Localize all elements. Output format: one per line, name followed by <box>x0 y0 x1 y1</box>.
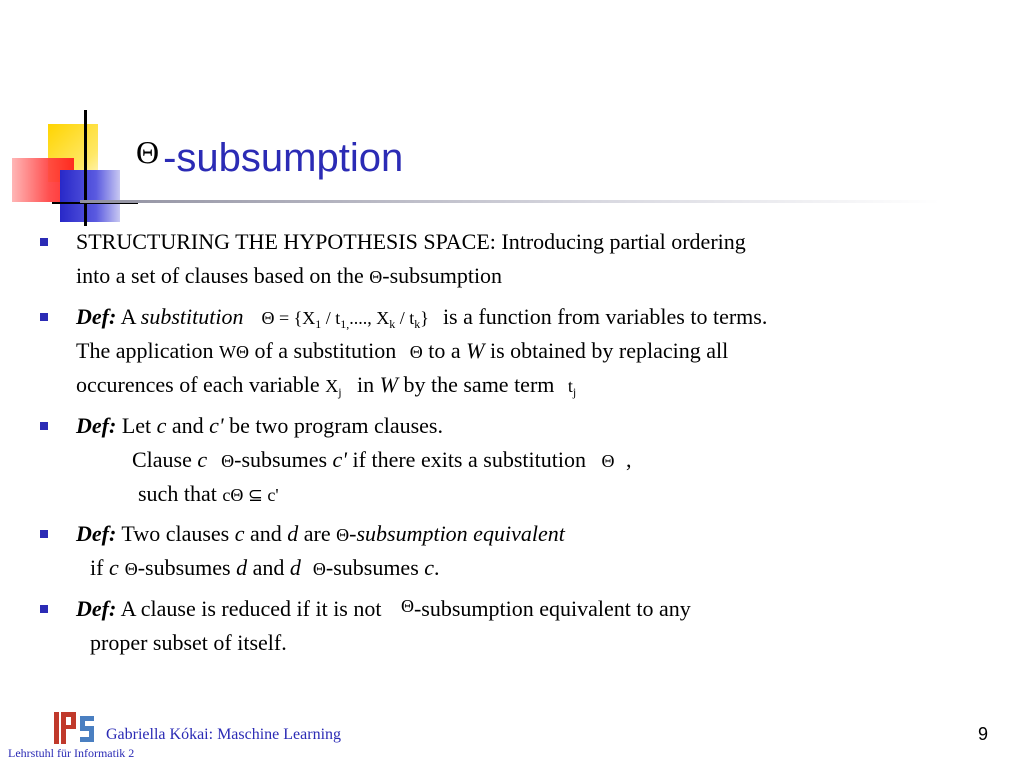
subset-formula: cΘ ⊆ c' <box>222 485 279 505</box>
var-c: c <box>197 447 208 472</box>
formula-part: ...., X <box>349 308 390 328</box>
substitution-formula <box>261 308 429 331</box>
term-substitution: substitution <box>140 304 244 329</box>
var-c-prime: c' <box>209 413 224 438</box>
text: be two program clauses. <box>223 413 443 438</box>
bullet-1-line-2 <box>76 263 502 290</box>
bullet-marker <box>40 605 48 613</box>
theta-symbol: Θ <box>400 596 414 616</box>
var-c: c <box>108 555 119 580</box>
page-number: 9 <box>978 724 989 744</box>
theta-symbol: Θ <box>221 451 235 471</box>
theta-symbol: Θ <box>369 267 383 287</box>
subscript: 1 <box>315 317 322 331</box>
var-x: X <box>325 376 339 396</box>
text: if <box>90 555 109 580</box>
text: . <box>434 555 440 580</box>
bullet-marker <box>40 313 48 321</box>
var-c: c <box>156 413 167 438</box>
text: -subsumption <box>382 263 503 288</box>
theta-symbol: Θ <box>336 525 350 545</box>
bullet-2-line-1 <box>76 304 767 333</box>
text: A clause is reduced if it is not <box>116 596 387 621</box>
var-t: t <box>567 376 573 396</box>
decor-blue-square <box>60 170 120 222</box>
bullet-2-line-2 <box>76 338 728 365</box>
var-c: c <box>234 521 245 546</box>
title-underline <box>80 200 940 203</box>
footer-chair: Lehrstuhl für Informatik 2 <box>8 746 135 760</box>
def-label: Def: <box>76 521 117 546</box>
text: A <box>116 304 141 329</box>
text: Clause <box>132 447 198 472</box>
term-subsumption-equivalent: -subsumption equivalent <box>349 521 565 546</box>
text: is obtained by replacing all <box>484 338 729 363</box>
bullet-5-line-1 <box>76 596 691 623</box>
text: , <box>620 447 632 472</box>
text: proper subset of itself. <box>90 630 287 655</box>
theta-symbol: Θ <box>601 451 615 471</box>
slide-title <box>136 136 403 192</box>
text: to a <box>422 338 467 363</box>
formula-part: Θ = {X <box>261 308 316 328</box>
theta-symbol: Θ <box>409 342 423 362</box>
text: such that <box>138 481 223 506</box>
bullet-4-line-2 <box>90 555 440 582</box>
title-theta: Θ <box>136 134 160 170</box>
theta-symbol: Θ <box>124 559 138 579</box>
footer-author: Gabriella Kókai: Maschine Learning <box>106 726 342 743</box>
def-label: Def: <box>76 304 117 329</box>
text: -subsumption equivalent to any <box>413 596 691 621</box>
text: -subsumes <box>234 447 333 472</box>
subscript: k <box>389 317 396 331</box>
text: and <box>247 555 290 580</box>
formula-part: / t <box>321 308 341 328</box>
text: of a substitution <box>248 338 402 363</box>
var-w: W <box>379 372 398 397</box>
text: Let <box>116 413 157 438</box>
chair-logo <box>54 712 96 744</box>
w-theta-symbol: WΘ <box>218 342 249 362</box>
bullet-1-line-1 <box>76 229 746 255</box>
def-label: Def: <box>76 596 117 621</box>
var-d: d <box>287 521 299 546</box>
var-d: d <box>236 555 248 580</box>
subscript: k <box>414 317 421 331</box>
formula-part: } <box>420 308 429 328</box>
text: STRUCTURING THE HYPOTHESIS SPACE: Introducing partial ordering <box>76 229 746 254</box>
text: -subsumes <box>137 555 237 580</box>
text: occurences of each variable <box>76 372 326 397</box>
bullet-marker <box>40 238 48 246</box>
bullet-4-line-1 <box>76 521 565 548</box>
text: by the same term <box>397 372 560 397</box>
text: The application <box>76 338 219 363</box>
bullet-5-line-2 <box>90 630 287 656</box>
def-label: Def: <box>76 413 117 438</box>
theta-symbol: Θ <box>312 559 326 579</box>
bullet-marker <box>40 422 48 430</box>
text: is a function from variables to terms. <box>442 304 768 329</box>
text: into a set of clauses based on the <box>76 263 370 288</box>
text: and <box>244 521 288 546</box>
text: if there exits a substitution <box>347 447 592 472</box>
var-w: W <box>466 338 485 363</box>
text: and <box>166 413 210 438</box>
var-d: d <box>289 555 301 580</box>
bullet-3-line-3 <box>138 481 279 508</box>
title-text: -subsumption <box>163 136 404 180</box>
text: in <box>351 372 380 397</box>
subscript: j <box>572 385 577 399</box>
text: are <box>298 521 337 546</box>
subscript: 1, <box>340 317 350 331</box>
var-c-prime: c' <box>332 447 348 472</box>
text: Two clauses <box>116 521 235 546</box>
var-c: c <box>424 555 435 580</box>
bullet-3-line-2 <box>132 447 631 474</box>
subscript: j <box>338 385 342 399</box>
formula-part: / t <box>395 308 415 328</box>
bullet-2-line-3 <box>76 372 576 401</box>
text: -subsumes <box>325 555 425 580</box>
decor-vertical-line <box>84 110 87 226</box>
bullet-marker <box>40 530 48 538</box>
bullet-3-line-1 <box>76 413 443 439</box>
